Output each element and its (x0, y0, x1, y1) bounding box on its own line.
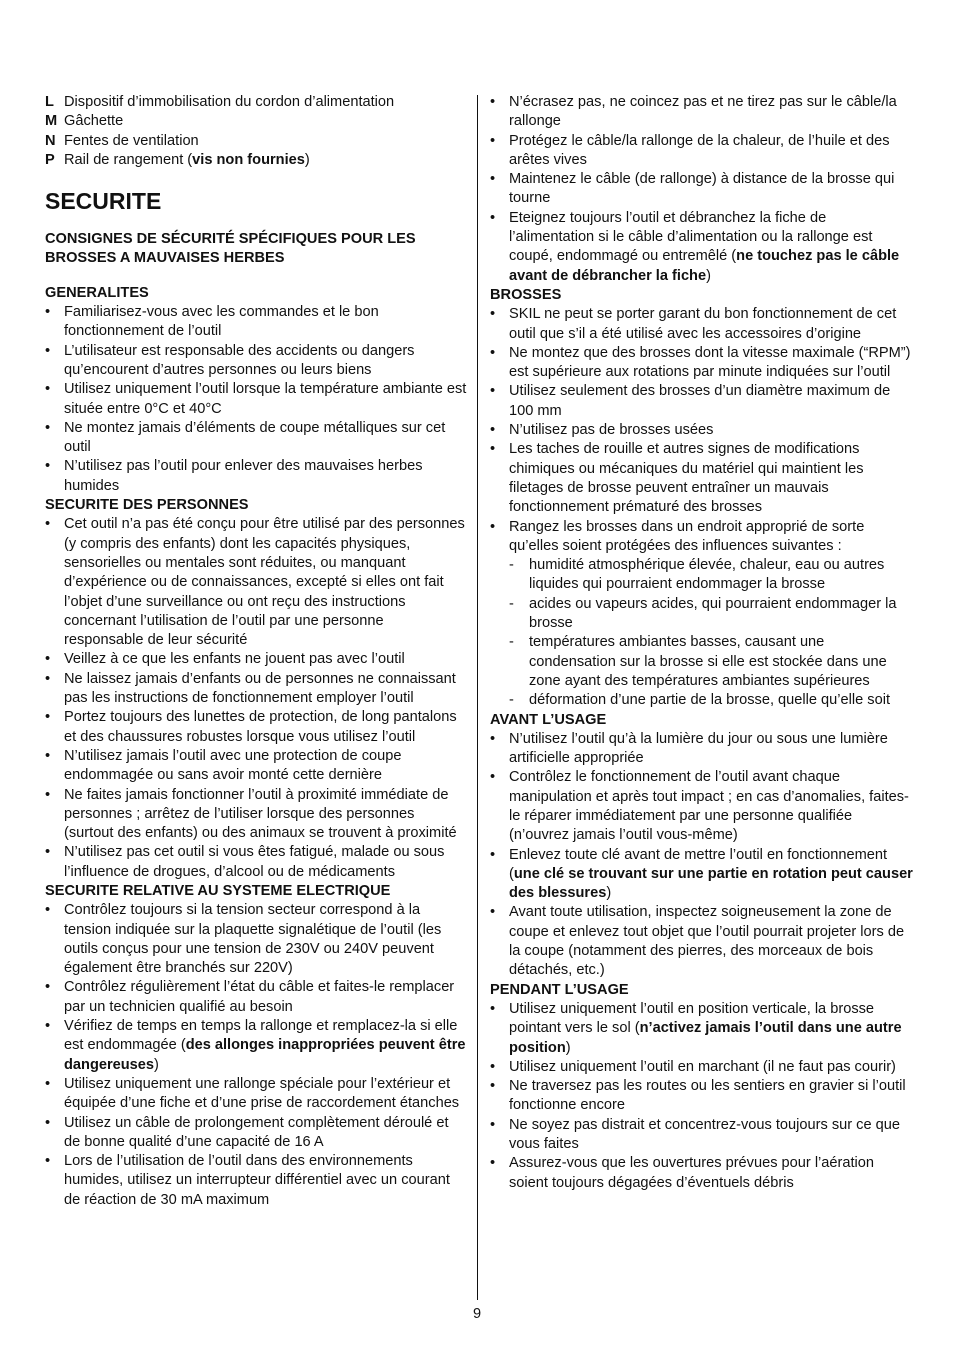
bullet: • (45, 651, 51, 668)
item-text: températures ambiantes basses, causant une condensation sur la brosse si elle est stockée dans une zone ayant des températures ambiantes supérieures (529, 634, 887, 689)
bullet: • (490, 344, 496, 361)
item-text: acides ou vapeurs acides, qui pourraient endommager la brosse (529, 595, 897, 632)
item-text: Utilisez un câble de prolongement complètement déroulé et de bonne qualité d’une capacité de 16 A (64, 1114, 449, 1150)
legend-letter: M (45, 113, 58, 130)
bullet: • (45, 1153, 51, 1170)
item-text: Contrôlez toujours si la tension secteur correspond à la tension indiquée sur la plaquette signalétique de l’outil (les outils conçus pour une tension de 230V ou 240V peuvent également être branchés sur 220V) (64, 902, 442, 977)
bullet: • (45, 419, 51, 436)
heading-avant-usage: AVANT L’USAGE (490, 711, 607, 728)
list-item (45, 1152, 467, 1210)
sub-list-item (490, 633, 915, 691)
list-item (490, 1058, 915, 1077)
item-text: Ne montez jamais d’éléments de coupe métalliques sur cet outil (64, 419, 446, 456)
electrique-list (45, 901, 467, 1210)
list-item (45, 1075, 467, 1114)
legend-text (64, 151, 467, 170)
bullet: • (490, 1116, 496, 1133)
bullet: • (490, 441, 496, 458)
legend-letter: N (45, 132, 56, 149)
legend-text: Fentes de ventilation (64, 132, 199, 149)
item-text-bold: une clé se trouvant sur une partie en rotation peut causer des blessures (509, 865, 913, 902)
item-text: ) (565, 1039, 571, 1056)
item-text: Familiarisez-vous avec les commandes et le bon fonctionnement de l’outil (64, 304, 379, 340)
item-text: SKIL ne peut se porter garant du bon fonctionnement de cet outil que s’il a été utilisé avec les accessoires d’origine (509, 306, 897, 342)
item-text: L’utilisateur est responsable des accidents ou dangers qu’encourent d’autres personnes ou leurs biens (64, 342, 415, 378)
sub-list-item (490, 595, 915, 634)
list-item (45, 380, 467, 419)
item-text: Assurez-vous que les ouvertures prévues pour l’aération soient toujours dégagées d’éventuels débris (509, 1155, 875, 1191)
list-item (490, 344, 915, 383)
item-text: Enlevez toute clé avant de mettre l’outil en fonctionnement ( (509, 846, 888, 882)
list-item (45, 708, 467, 747)
list-item (45, 786, 467, 844)
list-item (45, 978, 467, 1017)
item-text: Lors de l’utilisation de l’outil dans des environnements humides, utilisez un interrupteur différentiel avec un courant de réaction de 30 mA maximum (64, 1153, 450, 1208)
list-item (45, 670, 467, 709)
pendant-usage-list (490, 1000, 915, 1193)
heading-personnes: SECURITE DES PERSONNES (45, 497, 249, 514)
bullet: • (490, 730, 496, 747)
legend-letter: P (45, 151, 55, 168)
bullet: • (45, 844, 51, 861)
bullet: • (490, 306, 496, 323)
bullet: • (490, 1058, 496, 1075)
bullet: • (45, 786, 51, 803)
list-item (490, 1116, 915, 1155)
dash: - (509, 595, 514, 612)
list-item (490, 209, 915, 286)
item-text: Contrôlez régulièrement l’état du câble et faites-le remplacer par un technicien qualifié au besoin (64, 979, 455, 1015)
dash: - (509, 692, 514, 709)
bullet: • (45, 516, 51, 533)
list-item (490, 170, 915, 209)
bullet: • (490, 904, 496, 921)
list-item (45, 457, 467, 496)
bullet: • (490, 132, 496, 149)
item-text: Cet outil n’a pas été conçu pour être utilisé par des personnes (y compris des enfants) dont les capacités physiques, sensorielles ou mentales sont réduites, ou manquant d’expérience ou de connaissances, excepté si elles ont fait l’objet d’une surveillance ou ont reçu des instructions concernant l’utilisation de l’outil par une personne responsable de leur sécurité (64, 516, 465, 649)
list-item (45, 901, 467, 978)
bullet: • (45, 381, 51, 398)
bullet: • (45, 747, 51, 764)
item-text: Utilisez uniquement une rallonge spéciale pour l’extérieur et équipée d’une fiche et d’une prise de raccordement étanches (64, 1075, 460, 1112)
bullet: • (490, 1078, 496, 1095)
legend-letter: L (45, 94, 54, 110)
list-item (490, 382, 915, 421)
item-text: humidité atmosphérique élevée, chaleur, eau ou autres liquides qui pourraient endommager la brosse (529, 557, 885, 593)
item-text: déformation d’une partie de la brosse, quelle qu’elle soit (529, 692, 891, 709)
legend-text-bold: vis non fournies (192, 151, 305, 168)
page-number: 9 (472, 1306, 482, 1322)
avant-usage-list (490, 730, 915, 981)
list-item (490, 305, 915, 344)
legend-item-l (45, 93, 467, 112)
list-item (45, 515, 467, 650)
list-item (490, 421, 915, 440)
item-text: ) (706, 267, 711, 284)
bullet: • (490, 846, 496, 863)
bullet: • (45, 304, 51, 321)
heading-pendant-usage: PENDANT L’USAGE (490, 981, 629, 998)
item-text: N’utilisez jamais l’outil avec une protection de coupe endommagée ou sans avoir monté cette dernière (64, 747, 402, 784)
item-text: Portez toujours des lunettes de protection, de long pantalons et des chaussures robustes lorsque vous utilisez l’outil (64, 709, 457, 745)
list-item (490, 730, 915, 769)
list-item (45, 843, 467, 882)
item-text: Utilisez uniquement l’outil en marchant (il ne faut pas courir) (509, 1058, 896, 1075)
right-column (490, 93, 915, 1193)
list-item (490, 768, 915, 845)
electrique-list-continued (490, 93, 915, 286)
item-text-bold: ne touchez pas le câble avant de débrancher la fiche (509, 248, 900, 284)
item-text: N’utilisez pas l’outil pour enlever des mauvaises herbes humides (64, 458, 423, 494)
list-item (490, 1000, 915, 1058)
subsection-title: CONSIGNES DE SÉCURITÉ SPÉCIFIQUES POUR LES BROSSES A MAUVAISES HERBES (45, 231, 416, 267)
legend-item-m (45, 112, 467, 131)
column-divider (477, 95, 478, 1300)
list-item (45, 1017, 467, 1075)
item-text: Contrôlez le fonctionnement de l’outil avant chaque manipulation et après tout impact ; en cas d’anomalies, faites-le réparer immédiatement par une personne qualifiée (n’ouvrez jamais l’outil vous-même) (509, 769, 909, 844)
list-item (45, 419, 467, 458)
legend-text-part: Rail de rangement ( (64, 151, 193, 168)
item-text: Rangez les brosses dans un endroit approprié de sorte qu’elles soient protégées des influences suivantes : (509, 518, 865, 554)
item-text: N’utilisez l’outil qu’à la lumière du jour ou sous une lumière artificielle appropriée (509, 730, 888, 767)
bullet: • (490, 1155, 496, 1172)
dash: - (509, 634, 514, 651)
list-item (45, 650, 467, 669)
bullet: • (45, 670, 51, 687)
bullet: • (45, 979, 51, 996)
list-item (490, 518, 915, 557)
item-text: ) (154, 1056, 159, 1073)
heading-generalites: GENERALITES (45, 284, 149, 301)
bullet: • (490, 1000, 496, 1017)
sub-list-item (490, 691, 915, 710)
heading-brosses: BROSSES (490, 286, 562, 303)
item-text: Veillez à ce que les enfants ne jouent pas avec l’outil (64, 651, 405, 668)
item-text-bold: n’activez jamais l’outil dans une autre position (509, 1020, 902, 1056)
brosses-sublist (490, 556, 915, 710)
item-text: Utilisez uniquement l’outil lorsque la température ambiante est située entre 0°C et 40°C (64, 381, 467, 417)
left-column (45, 93, 467, 1210)
list-item (45, 342, 467, 381)
heading-electrique: SECURITE RELATIVE AU SYSTEME ELECTRIQUE (45, 882, 391, 899)
list-item (490, 903, 915, 980)
list-item (45, 1114, 467, 1153)
bullet: • (45, 1075, 51, 1092)
bullet: • (490, 209, 496, 226)
item-text-bold: des allonges inappropriées peuvent être dangereuses (64, 1037, 466, 1073)
bullet: • (45, 1018, 51, 1035)
bullet: • (490, 171, 496, 188)
list-item (45, 747, 467, 786)
list-item (490, 1154, 915, 1193)
legend-item-n (45, 132, 467, 151)
generalites-list (45, 303, 467, 496)
bullet: • (490, 383, 496, 400)
item-text: Eteignez toujours l’outil et débranchez la fiche de l’alimentation si le câble d’alimentation ou la rallonge est coupé, endommagé ou entremêlé ( (509, 209, 873, 265)
item-text: Ne faites jamais fonctionner l’outil à proximité immédiate de personnes ; arrêtez de l’utiliser lorsque des personnes (surtout des enfants) ou des animaux se trouvent à proximité (64, 786, 457, 842)
parts-legend (45, 93, 467, 170)
list-item (45, 303, 467, 342)
bullet: • (490, 518, 496, 535)
item-text: Ne soyez pas distrait et concentrez-vous toujours sur ce que vous faites (509, 1116, 900, 1153)
item-text: Ne laissez jamais d’enfants ou de personnes ne connaissant pas les instructions de fonctionnement employer l’outil (64, 670, 456, 707)
bullet: • (45, 902, 51, 919)
item-text: N’utilisez pas de brosses usées (509, 422, 714, 439)
item-text: Vérifiez de temps en temps la rallonge et remplacez-la si elle est endommagée ( (64, 1018, 458, 1054)
item-text: N’écrasez pas, ne coincez pas et ne tirez pas sur le câble/la rallonge (509, 94, 897, 130)
item-text: ) (606, 885, 612, 902)
item-text: Les taches de rouille et autres signes de modifications chimiques ou mécaniques du matériel qui maintient les filetages de brosse peuvent entraîner un mauvais fonctionnement prématuré des brosses (509, 441, 864, 516)
item-text: Maintenez le câble (de rallonge) à distance de la brosse qui tourne (509, 171, 895, 207)
item-text: Avant toute utilisation, inspectez soigneusement la zone de coupe et enlevez tout objet que l’outil pourrait projeter lors de la coupe (notamment des pierres, des morceaux de bois détachés, etc.) (509, 904, 905, 979)
bullet: • (490, 769, 496, 786)
bullet: • (490, 422, 496, 439)
item-text: N’utilisez pas cet outil si vous êtes fatigué, malade ou sous l’influence de drogues, d’alcool ou de médicaments (64, 844, 445, 880)
item-text: Utilisez seulement des brosses d’un diamètre maximum de 100 mm (509, 383, 891, 419)
legend-text: Gâchette (64, 113, 124, 130)
item-text: Ne traversez pas les routes ou les sentiers en gravier si l’outil fonctionne encore (509, 1078, 906, 1114)
legend-text-part: ) (304, 151, 310, 168)
list-item (490, 846, 915, 904)
brosses-list (490, 305, 915, 556)
legend-text: Dispositif d’immobilisation du cordon d’alimentation (64, 94, 395, 110)
bullet: • (45, 342, 51, 359)
item-text: Ne montez que des brosses dont la vitesse maximale (“RPM”) est supérieure aux rotations par minute indiquées sur l’outil (509, 344, 911, 381)
bullet: • (45, 709, 51, 726)
legend-item-p (45, 151, 467, 170)
list-item (490, 1077, 915, 1116)
personnes-list (45, 515, 467, 882)
dash: - (509, 557, 514, 574)
item-text: Utilisez uniquement l’outil en position verticale, la brosse pointant vers le sol ( (509, 1000, 875, 1037)
item-text: Protégez le câble/la rallonge de la chaleur, de l’huile et des arêtes vives (509, 132, 890, 168)
bullet: • (490, 94, 496, 110)
list-item (490, 440, 915, 517)
list-item (490, 132, 915, 171)
bullet: • (45, 458, 51, 475)
sub-list-item (490, 556, 915, 595)
section-title: SECURITE (45, 188, 162, 215)
bullet: • (45, 1114, 51, 1131)
list-item (490, 93, 915, 132)
